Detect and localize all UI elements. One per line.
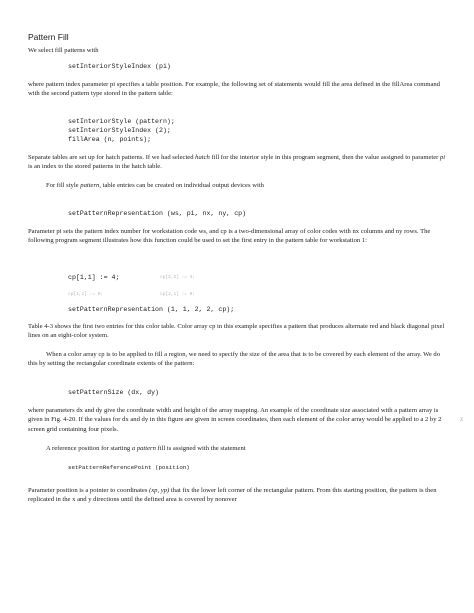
- emphasis-text: (xp, yp): [149, 487, 170, 494]
- margin-mark: Z: [460, 418, 464, 423]
- code-set-pattern-reference-point: setPatternReferencePoint (position): [68, 464, 190, 471]
- text-run: Parameter position is a pointer to coordinates: [28, 487, 150, 494]
- emphasis-text: hatch: [195, 154, 210, 161]
- paragraph-color-array-size: When a color array cp is to be applied to fill a region, we need to specify the size of the area that is to be covered by each element of the array. We do this by setting the rectangular coordinate extents of the pattern:: [28, 351, 441, 368]
- paragraph-hatch-tables: [28, 153, 448, 172]
- paragraph-fill-style-pattern: [28, 181, 448, 190]
- text-run: is an index to the stored patterns in the hatch table.: [28, 163, 162, 171]
- paragraph-pattern-index: where pattern index parameter pi specifies a table position. For example, the following set of statements would fill the area defined in the fillArea command with the second pattern type stored in the pattern table:: [28, 81, 440, 98]
- code-set-pattern-representation: setPatternRepresentation (ws, pi, nx, ny, cp): [68, 210, 247, 217]
- text-run: that fix the lower left corner of the rectangular pattern. From this starting position, the pattern is then replicated in the x and y directions until the defined area is covered by nonover: [28, 487, 437, 504]
- code-set-pattern-representation-call: setPatternRepresentation (1, 1, 2, 2, cp);: [68, 306, 235, 313]
- text-run: Separate tables are set up for hatch patterns. If we had selected: [28, 154, 196, 161]
- faint-code-text: cp[2,2] := 4;: [160, 275, 196, 280]
- text-run: fill is assigned with the statement: [155, 445, 246, 452]
- emphasis-text: a pattern: [131, 445, 156, 452]
- code-cp-assignment: cp[1,1] := 4;: [68, 274, 120, 281]
- paragraph-table-4-3: Table 4-3 shows the first two entries for this color table. Color array cp in this example specifies a pattern that produces alternate red and black diagonal pixel lines on an eight-color system.: [28, 323, 445, 340]
- emphasis-text: pi: [439, 154, 446, 161]
- paragraph-position-pointer: [28, 486, 448, 505]
- code-line: setInteriorStyleIndex (2);: [68, 127, 171, 134]
- faint-code-text: cp[2,1] := 0;: [160, 292, 196, 297]
- paragraph-intro: We select fill patterns with: [28, 47, 99, 54]
- paragraph-dx-dy: where parameters dx and dy give the coordinate width and height of the array mapping. An example of the coordinate size associated with a pattern array is given in Fig. 4-20. If the values for dx and dy in this figure are given in screen coordinates, then each element of the color array would be applied to a 2 by 2 screen grid containing four pixels.: [28, 407, 442, 433]
- section-title: Pattern Fill: [28, 32, 69, 42]
- paragraph-pattern-index-parameter: Parameter pi sets the pattern index number for workstation code ws, and cp is a two-dimensional array of color codes with nx columns and ny rows. The following program segment illustrates how this function could be used to set the first entry in the pattern table for workstation 1:: [28, 228, 431, 245]
- code-set-pattern-size: setPatternSize (dx, dy): [68, 389, 160, 396]
- code-line: fillArea (n, points);: [68, 136, 152, 143]
- paragraph-reference-position: [28, 444, 448, 453]
- text-run: fill for the interior style in this program segment, then the value assigned to parameter: [209, 154, 440, 161]
- text-run: A reference position for starting: [46, 445, 132, 452]
- code-line: setInteriorStyle (pattern);: [68, 118, 175, 125]
- faint-code-text: cp[1,2] := 0;: [68, 292, 104, 297]
- text-run: table entries can be created on individual output devices with: [100, 182, 264, 189]
- code-set-interior-style-index: setInteriorStyleIndex (pi): [68, 63, 171, 70]
- emphasis-text: pattern,: [80, 182, 101, 189]
- text-run: For fill style: [46, 182, 81, 189]
